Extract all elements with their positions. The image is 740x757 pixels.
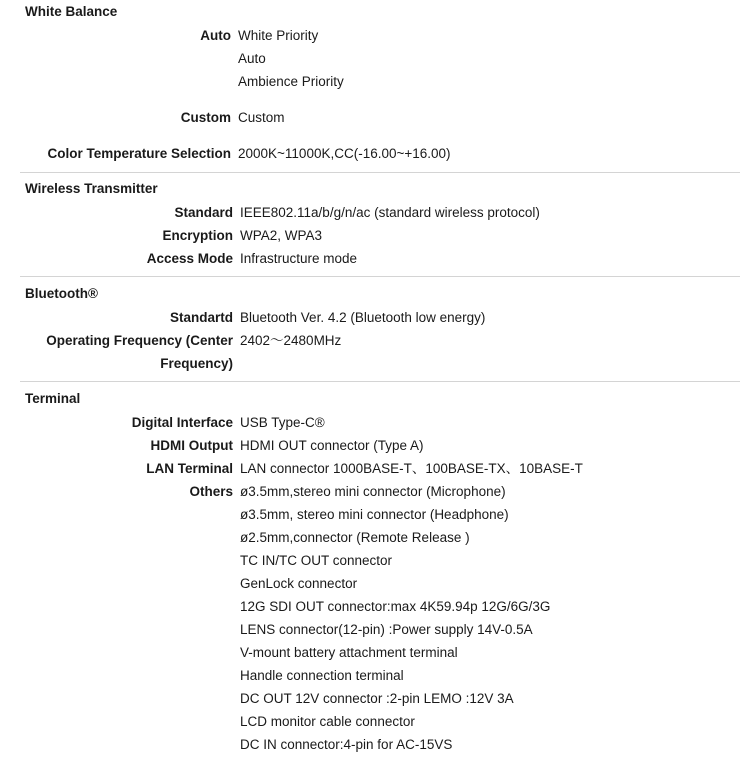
others-value: DC IN connector:4-pin for AC-15VS — [240, 737, 453, 752]
hdmi-output-label: HDMI Output — [150, 438, 233, 453]
bluetooth-standard-value: Bluetooth Ver. 4.2 (Bluetooth low energy) — [240, 310, 486, 325]
divider — [20, 381, 740, 382]
others-value: TC IN/TC OUT connector — [240, 553, 393, 568]
bluetooth-frequency-label-line1: Operating Frequency (Center — [46, 333, 233, 348]
white-balance-title: White Balance — [25, 4, 118, 19]
bluetooth-frequency-label-line2: Frequency) — [160, 356, 233, 371]
wireless-access-mode-label: Access Mode — [146, 251, 233, 266]
digital-interface-label: Digital Interface — [131, 415, 233, 430]
others-value: 12G SDI OUT connector:max 4K59.94p 12G/6G/3G — [240, 599, 551, 614]
others-label: Others — [189, 484, 233, 499]
auto-label: Auto — [200, 28, 231, 43]
wireless-title: Wireless Transmitter — [25, 181, 158, 196]
others-value: V-mount battery attachment terminal — [240, 645, 458, 660]
color-temp-label: Color Temperature Selection — [47, 146, 231, 161]
custom-value: Custom — [238, 110, 285, 125]
wireless-access-mode-value: Infrastructure mode — [240, 251, 358, 266]
others-value: DC OUT 12V connector :2-pin LEMO :12V 3A — [240, 691, 514, 706]
wireless-encryption-value: WPA2, WPA3 — [240, 228, 323, 243]
auto-value-auto: Auto — [238, 51, 266, 66]
auto-value-white-priority: White Priority — [238, 28, 319, 43]
bluetooth-title: Bluetooth® — [25, 286, 98, 301]
custom-label: Custom — [180, 110, 231, 125]
others-value: GenLock connector — [240, 576, 358, 591]
color-temp-value: 2000K~11000K,CC(-16.00~+16.00) — [238, 146, 451, 161]
others-value: ø2.5mm,connector (Remote Release ) — [240, 530, 470, 545]
wireless-encryption-label: Encryption — [162, 228, 233, 243]
lan-terminal-value: LAN connector 1000BASE-T、100BASE-TX、10BASE-T — [240, 461, 583, 476]
divider — [20, 172, 740, 173]
others-value: ø3.5mm, stereo mini connector (Headphone) — [240, 507, 509, 522]
wireless-standard-value: IEEE802.11a/b/g/n/ac (standard wireless protocol) — [240, 205, 540, 220]
auto-value-ambience-priority: Ambience Priority — [238, 74, 344, 89]
bluetooth-frequency-value: 2402〜2480MHz — [240, 333, 342, 348]
others-value: LCD monitor cable connector — [240, 714, 415, 729]
lan-terminal-label: LAN Terminal — [146, 461, 233, 476]
terminal-title: Terminal — [25, 391, 81, 406]
bluetooth-standard-label: Standartd — [169, 310, 233, 325]
others-value: ø3.5mm,stereo mini connector (Microphone) — [240, 484, 506, 499]
divider — [20, 276, 740, 277]
others-value: LENS connector(12-pin) :Power supply 14V-0.5A — [240, 622, 533, 637]
digital-interface-value: USB Type-C® — [240, 415, 325, 430]
hdmi-output-value: HDMI OUT connector (Type A) — [240, 438, 424, 453]
others-value: Handle connection terminal — [240, 668, 404, 683]
wireless-standard-label: Standard — [174, 205, 233, 220]
